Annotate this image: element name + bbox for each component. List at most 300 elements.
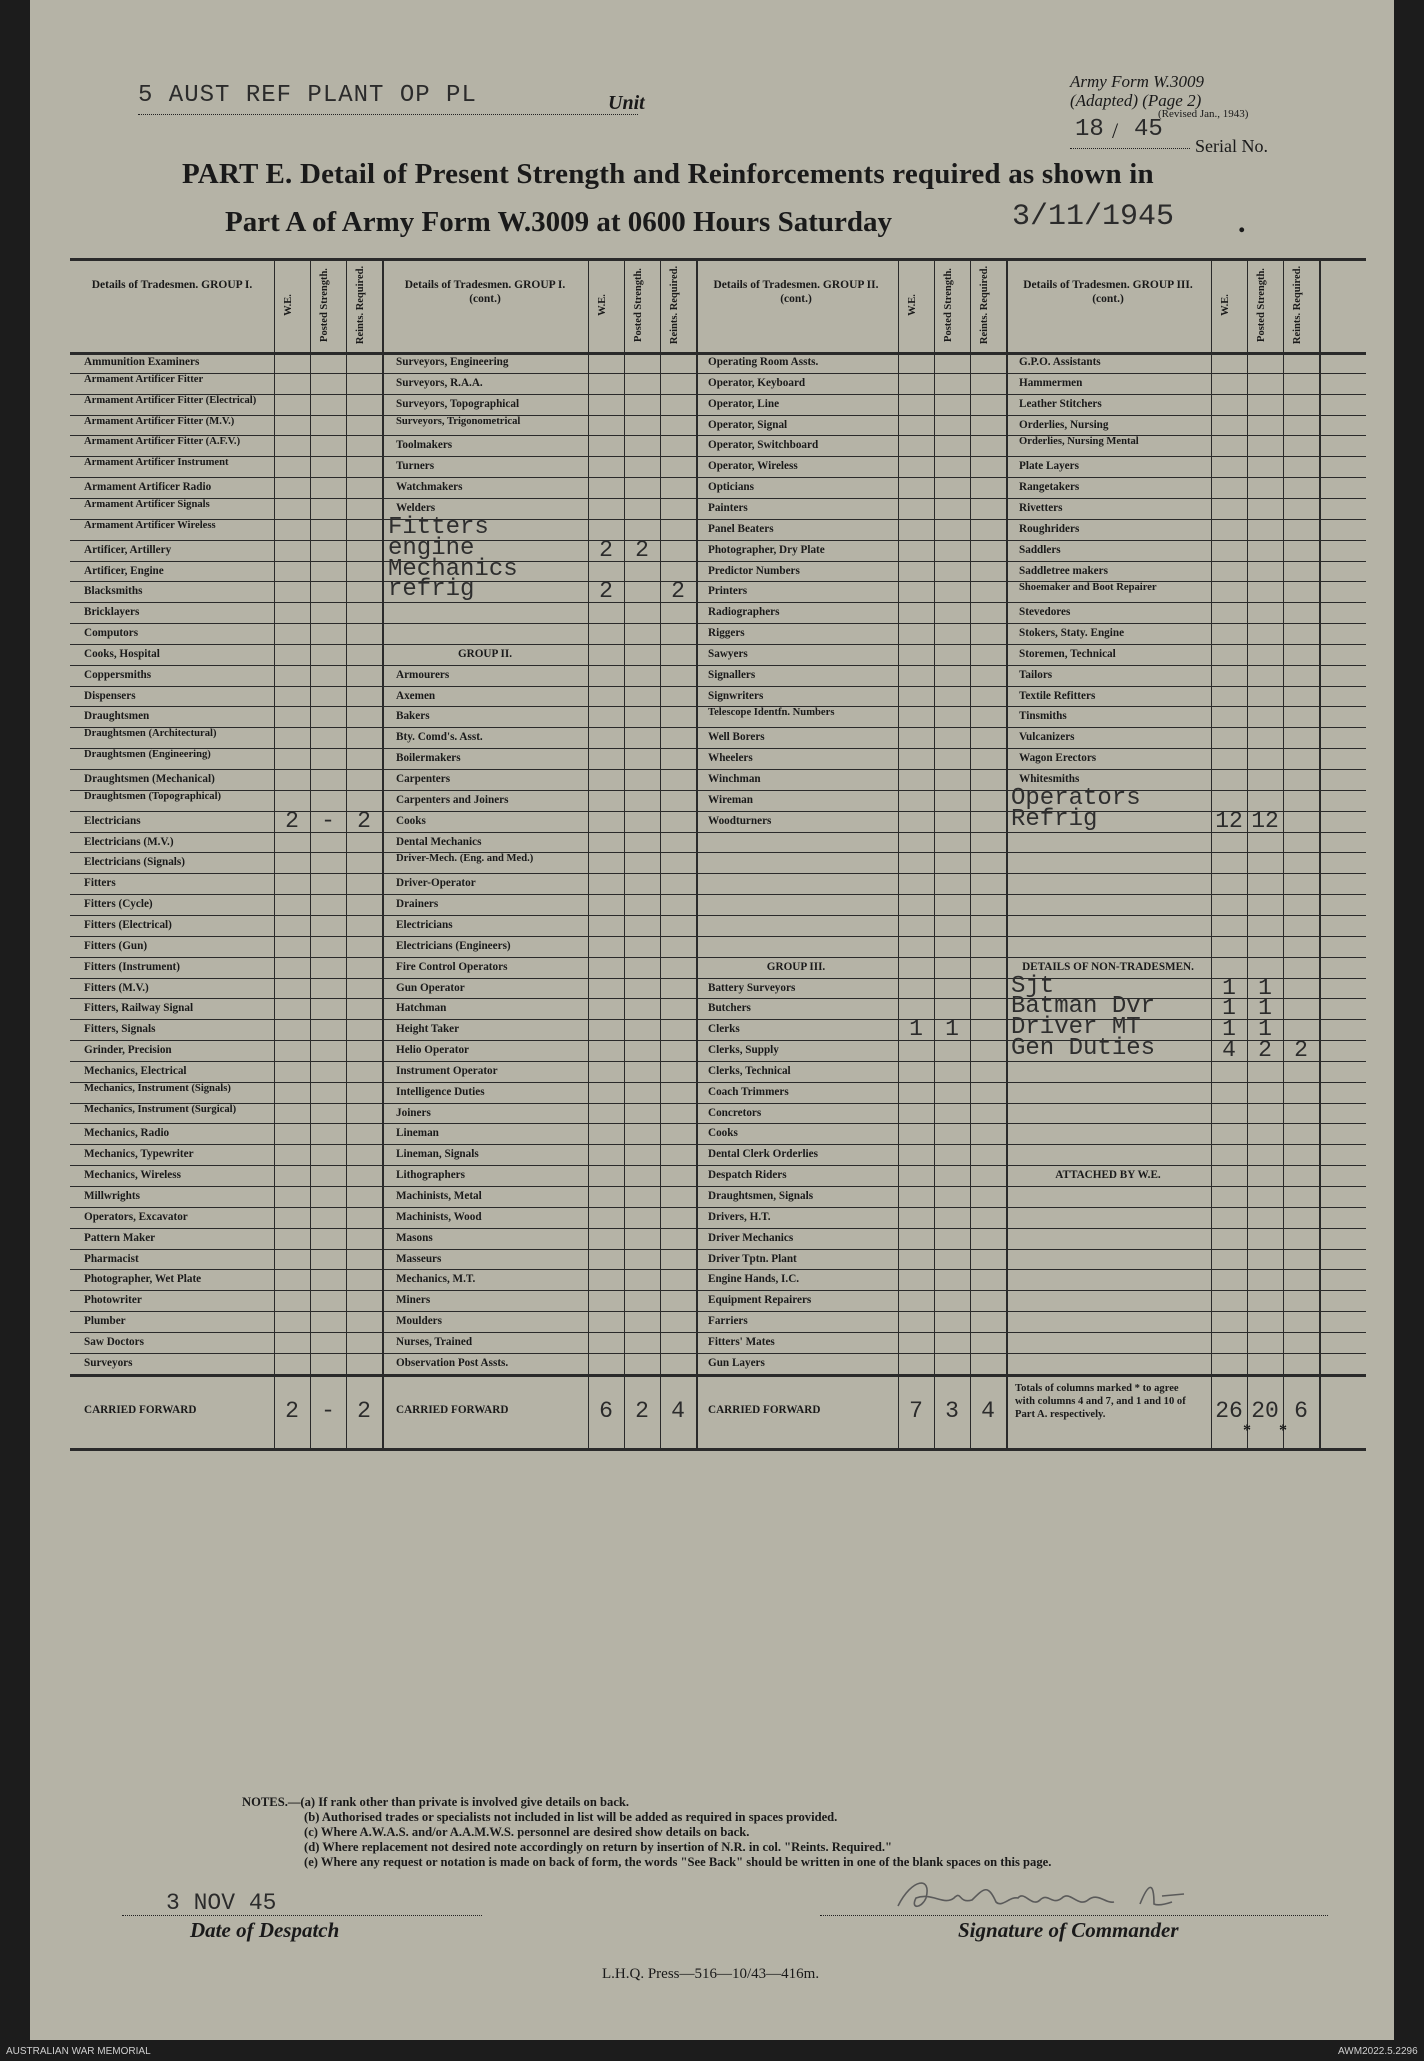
table-row-rule — [70, 1290, 1366, 1291]
col1-row-24: Electricians (M.V.) — [84, 836, 174, 848]
engine-posted: 2 — [635, 536, 649, 563]
col2-row-45: Mechanics, M.T. — [396, 1274, 476, 1286]
col2-row-7: Watchmakers — [396, 482, 463, 494]
page-title-line2: Part A of Army Form W.3009 at 0600 Hours Saturday — [225, 206, 892, 238]
table-header-rule — [70, 352, 1366, 355]
electricians-reints: 2 — [357, 807, 371, 834]
col1-row-20: Draughtsmen (Engineering) — [84, 749, 211, 761]
col4-row-5: Orderlies, Nursing Mental — [1019, 436, 1139, 448]
form-identifier — [1070, 72, 1204, 110]
commander-signature — [892, 1868, 1212, 1918]
engine-we: 2 — [599, 536, 613, 563]
col4-row-4: Orderlies, Nursing — [1019, 419, 1109, 431]
typed-refrig: refrig — [388, 576, 475, 604]
col4-row-20: Wagon Erectors — [1019, 753, 1097, 765]
col1-row-38: Mechanics, Radio — [84, 1128, 170, 1140]
col1-row-28: Fitters (Electrical) — [84, 919, 172, 931]
table-row-rule — [70, 998, 1366, 999]
serial-line — [1070, 148, 1190, 149]
refrig-ops-we: 12 — [1215, 807, 1243, 834]
col4-row-19: Vulcanizers — [1019, 732, 1075, 744]
col3-row-6: Operator, Wireless — [708, 461, 798, 473]
table-row-rule — [70, 1249, 1366, 1250]
col3-row-14: Riggers — [708, 628, 745, 640]
col1-row-26: Fitters — [84, 878, 116, 890]
col3-row-37: Concretors — [708, 1107, 762, 1119]
col1-row-1: Ammunition Examiners — [84, 357, 200, 368]
column-header-block-2: Details of Tradesmen. GROUP I. (cont.) — [404, 279, 566, 305]
col2-row-16: Armourers — [396, 669, 450, 681]
col2-row-21: Carpenters — [396, 774, 451, 785]
table-row-rule — [70, 1228, 1366, 1229]
col2-row-38: Lineman — [396, 1128, 439, 1140]
non-tradesman-posted: 2 — [1258, 1037, 1272, 1064]
unit-label: Unit — [608, 92, 645, 114]
col3-row-34: Clerks, Supply — [708, 1045, 779, 1057]
column-header-we: W.E. — [597, 294, 608, 316]
col3-row-47: Farriers — [708, 1316, 748, 1328]
col1-row-45: Photographer, Wet Plate — [84, 1274, 202, 1286]
col2-row-34: Helio Operator — [396, 1045, 470, 1057]
signature-line — [820, 1915, 1328, 1916]
col2-row-4: Surveyors, Trigonometrical — [396, 415, 521, 427]
non-tradesman-we: 1 — [1222, 1016, 1236, 1043]
non-tradesman-reints: 2 — [1294, 1037, 1308, 1064]
col4-row-18: Tinsmiths — [1019, 711, 1067, 723]
table-row-rule — [70, 561, 1366, 562]
signature-label: Signature of Commander — [958, 1918, 1179, 1942]
col2-row-3: Surveyors, Topographical — [396, 398, 520, 410]
column-header-reints: Reints. Required. — [669, 265, 680, 345]
col2-row-42: Machinists, Wood — [396, 1211, 482, 1223]
table-column-rule — [346, 258, 347, 1451]
carried-forward-reints: 4 — [671, 1397, 685, 1424]
col4-row-16: Tailors — [1019, 669, 1053, 681]
table-top-rule — [70, 258, 1366, 261]
col2-row-49: Observation Post Assts. — [396, 1357, 509, 1369]
non-tradesman-we: 4 — [1222, 1037, 1236, 1064]
col2-row-35: Instrument Operator — [396, 1065, 498, 1077]
col2-row-36: Intelligence Duties — [396, 1086, 485, 1098]
col4-row-9: Roughriders — [1019, 523, 1080, 535]
col2-row-32: Hatchman — [396, 1003, 447, 1015]
col4-row-11: Saddletree makers — [1019, 565, 1108, 577]
table-column-rule — [310, 258, 311, 1451]
column-header-reints: Reints. Required. — [355, 265, 366, 345]
col3-row-30: GROUP III. — [766, 961, 826, 973]
typed-operators: Operators — [1011, 784, 1141, 812]
table-column-rule — [660, 258, 661, 1451]
table-column-rule — [696, 258, 698, 1451]
non-tradesman-name: Driver MT — [1011, 1014, 1141, 1042]
carried-forward-we: 7 — [909, 1397, 923, 1424]
note-e: (e) Where any request or notation is made on back of form, the words "See Back" should be written in one of the blank spaces on this page. — [304, 1855, 1052, 1869]
note-d: (d) Where replacement not desired note accordingly on return by insertion of N.R. in col. "Reints. Required." — [304, 1840, 893, 1854]
note-a: NOTES.—(a) If rank other than private is involved give details on back. — [242, 1795, 630, 1809]
title-dot: . — [1238, 206, 1246, 239]
col2-row-17: Axemen — [396, 690, 436, 702]
col2-row-44: Masseurs — [396, 1253, 442, 1265]
table-row-rule — [70, 873, 1366, 874]
non-tradesman-posted: 1 — [1258, 995, 1272, 1022]
col3-row-10: Photographer, Dry Plate — [708, 544, 825, 556]
col1-row-22: Draughtsmen (Topographical) — [84, 790, 222, 802]
table-row-rule — [70, 915, 1366, 916]
col2-row-2: Surveyors, R.A.A. — [396, 377, 483, 389]
col2-row-26: Driver-Operator — [396, 878, 476, 890]
page-title-line1: PART E. Detail of Present Strength and Reinforcements required as shown in — [182, 158, 1154, 190]
col3-row-11: Predictor Numbers — [708, 565, 800, 577]
col1-row-13: Bricklayers — [84, 607, 140, 619]
column-header-posted: Posted Strength. — [1256, 268, 1267, 342]
col1-row-37: Mechanics, Instrument (Surgical) — [84, 1103, 237, 1115]
col3-row-13: Radiographers — [708, 607, 780, 619]
form-revised: (Revised Jan., 1943) — [1158, 108, 1249, 120]
non-tradesman-posted: 1 — [1258, 1016, 1272, 1043]
table-row-rule — [70, 1207, 1366, 1208]
col2-row-25: Driver-Mech. (Eng. and Med.) — [396, 853, 534, 865]
table-row-rule — [70, 936, 1366, 937]
col2-row-20: Boilermakers — [396, 753, 461, 765]
clerks-we: 1 — [909, 1016, 923, 1043]
col2-row-43: Masons — [396, 1232, 433, 1244]
table-row-rule — [70, 957, 1366, 958]
col3-row-42: Drivers, H.T. — [708, 1211, 771, 1223]
carried-forward-posted: 2 — [635, 1397, 649, 1424]
col2-row-41: Machinists, Metal — [396, 1191, 482, 1202]
table-row-rule — [70, 1311, 1366, 1312]
asterisk-mark: * — [1243, 1421, 1251, 1439]
col4-row-3: Leather Stitchers — [1019, 398, 1102, 410]
col1-row-32: Fitters, Railway Signal — [84, 1003, 194, 1015]
col2-row-6: Turners — [396, 461, 435, 473]
electricians-we: 2 — [285, 807, 299, 834]
col1-row-21: Draughtsmen (Mechanical) — [84, 774, 215, 785]
col3-row-45: Engine Hands, I.C. — [708, 1274, 800, 1286]
table-row-rule — [70, 665, 1366, 666]
non-tradesman-name: Gen Duties — [1011, 1035, 1156, 1063]
col3-row-31: Battery Surveyors — [708, 982, 796, 994]
title-date: 3/11/1945 — [1012, 200, 1175, 234]
col4-row-17: Textile Refitters — [1019, 690, 1096, 702]
col4-row-2: Hammermen — [1019, 377, 1083, 389]
col4-row-7: Rangetakers — [1019, 482, 1080, 494]
table-row-rule — [70, 1186, 1366, 1187]
col2-row-31: Gun Operator — [396, 982, 465, 994]
table-row-rule — [70, 623, 1366, 624]
col1-row-35: Mechanics, Electrical — [84, 1065, 187, 1077]
col3-row-43: Driver Mechanics — [708, 1232, 794, 1244]
totals-note: Totals of columns marked * to agree with columns 4 and 7, and 1 and 10 of Part A. respectively. — [1015, 1382, 1186, 1420]
col4-row-30: DETAILS OF NON-TRADESMEN. — [1022, 961, 1194, 973]
col2-row-37: Joiners — [396, 1107, 431, 1119]
despatch-date-value: 3 NOV 45 — [166, 1890, 277, 1916]
col1-row-30: Fitters (Instrument) — [84, 961, 181, 973]
table-row-rule — [70, 540, 1366, 541]
col1-row-4: Armament Artificer Fitter (M.V.) — [84, 415, 235, 427]
column-header-reints: Reints. Required. — [979, 265, 990, 345]
table-column-rule — [1211, 258, 1212, 1451]
archive-reference: AWM2022.5.2296 — [1338, 2046, 1418, 2057]
notes — [242, 1795, 1051, 1870]
col3-row-40: Despatch Riders — [708, 1170, 787, 1182]
form-number: Army Form W.3009 — [1070, 72, 1204, 91]
table-row-rule — [70, 644, 1366, 645]
clerks-posted: 1 — [945, 1016, 959, 1043]
table-row-rule — [70, 832, 1366, 833]
col2-row-24: Dental Mechanics — [396, 836, 482, 848]
unit-value: 5 AUST REF PLANT OP PL — [138, 82, 477, 109]
carried-forward-we: 6 — [599, 1397, 613, 1424]
col3-row-44: Driver Tptn. Plant — [708, 1253, 797, 1265]
col2-row-18: Bakers — [396, 711, 430, 723]
col1-row-34: Grinder, Precision — [84, 1045, 172, 1057]
col1-row-14: Computors — [84, 628, 139, 640]
col3-row-16: Signallers — [708, 669, 756, 681]
col3-row-39: Dental Clerk Orderlies — [708, 1149, 818, 1161]
col2-row-48: Nurses, Trained — [396, 1336, 473, 1348]
col2-row-30: Fire Control Operators — [396, 961, 508, 973]
col3-row-22: Wireman — [708, 794, 753, 806]
non-tradesman-name: Sjt — [1011, 972, 1055, 1000]
col1-row-41: Millwrights — [84, 1191, 140, 1202]
col4-row-6: Plate Layers — [1019, 461, 1079, 473]
carried-forward-we: 2 — [285, 1397, 299, 1424]
col1-row-47: Plumber — [84, 1316, 126, 1328]
carried-forward-reints: 2 — [357, 1397, 371, 1424]
col3-row-20: Wheelers — [708, 753, 753, 765]
carried-forward-reints: 4 — [981, 1397, 995, 1424]
col3-row-48: Fitters' Mates — [708, 1336, 775, 1348]
press-imprint: L.H.Q. Press—516—10/43—416m. — [602, 1966, 820, 1982]
col3-row-3: Operator, Line — [708, 398, 780, 410]
grand-total-reints: 6 — [1294, 1397, 1308, 1424]
form-adapted: (Adapted) (Page 2) — [1070, 91, 1202, 110]
col1-row-39: Mechanics, Typewriter — [84, 1149, 194, 1161]
typed-fitters: Fitters — [388, 513, 489, 541]
col3-row-21: Winchman — [708, 774, 761, 785]
col1-row-2: Armament Artificer Fitter — [84, 373, 204, 385]
col2-row-27: Drainers — [396, 899, 439, 911]
asterisk-mark: * — [1279, 1421, 1287, 1439]
col3-row-32: Butchers — [708, 1003, 751, 1015]
col4-row-21: Whitesmiths — [1019, 774, 1080, 785]
col2-row-33: Height Taker — [396, 1024, 460, 1036]
col2-row-28: Electricians — [396, 919, 453, 931]
column-header-block-1: Details of Tradesmen. GROUP I. — [91, 279, 253, 291]
col3-row-12: Printers — [708, 586, 748, 598]
table-row-rule — [70, 1040, 1366, 1041]
table-column-rule — [274, 258, 275, 1451]
non-tradesman-posted: 1 — [1258, 974, 1272, 1001]
table-bottom-rule — [70, 1448, 1366, 1451]
col3-row-19: Well Borers — [708, 732, 765, 744]
col1-row-40: Mechanics, Wireless — [84, 1170, 181, 1182]
serial-value: 18 — [1075, 116, 1104, 143]
table-row-rule — [70, 978, 1366, 979]
column-header-we: W.E. — [907, 294, 918, 316]
col3-row-46: Equipment Repairers — [708, 1295, 812, 1307]
col1-row-7: Armament Artificer Radio — [84, 482, 212, 494]
serial-separator: / — [1112, 118, 1119, 143]
table-row-rule — [70, 852, 1366, 853]
column-header-block-4: Details of Tradesmen. GROUP III. (cont.) — [1023, 279, 1193, 305]
col1-row-43: Pattern Maker — [84, 1232, 156, 1244]
col2-row-15: GROUP II. — [457, 648, 513, 660]
col2-row-5: Toolmakers — [396, 440, 453, 452]
col1-row-19: Draughtsmen (Architectural) — [84, 728, 217, 740]
col1-row-5: Armament Artificer Fitter (A.F.V.) — [84, 436, 241, 448]
table-row-rule — [70, 1123, 1366, 1124]
col3-row-4: Operator, Signal — [708, 419, 788, 431]
column-header-posted: Posted Strength. — [943, 268, 954, 342]
carried-forward-posted: - — [321, 1397, 335, 1424]
col4-row-1: G.P.O. Assistants — [1019, 357, 1101, 368]
col1-row-36: Mechanics, Instrument (Signals) — [84, 1082, 231, 1094]
col3-row-38: Cooks — [708, 1128, 738, 1140]
col3-row-23: Woodturners — [708, 815, 772, 827]
col4-row-15: Storemen, Technical — [1019, 648, 1116, 660]
table-row-rule — [70, 894, 1366, 895]
column-header-we: W.E. — [283, 294, 294, 316]
table-column-rule — [1319, 258, 1321, 1451]
table-row-rule — [70, 1019, 1366, 1020]
table-column-rule — [624, 258, 625, 1451]
col3-row-15: Sawyers — [708, 648, 748, 660]
col1-row-10: Artificer, Artillery — [84, 544, 172, 556]
col1-row-46: Photowriter — [84, 1295, 142, 1307]
typed-mechanics: Mechanics — [388, 555, 518, 583]
col2-row-8: Welders — [396, 502, 436, 514]
column-header-reints: Reints. Required. — [1292, 265, 1303, 345]
col1-row-3: Armament Artificer Fitter (Electrical) — [84, 394, 257, 406]
table-row-rule — [70, 477, 1366, 478]
col3-row-33: Clerks — [708, 1024, 740, 1036]
col2-row-40: Lithographers — [396, 1170, 465, 1182]
serial-label: Serial No. — [1195, 136, 1268, 156]
col1-row-44: Pharmacist — [84, 1253, 139, 1265]
despatch-line — [122, 1915, 482, 1916]
despatch-label: Date of Despatch — [190, 1918, 340, 1942]
grand-total-posted: 20 — [1251, 1397, 1279, 1424]
col3-row-35: Clerks, Technical — [708, 1065, 791, 1077]
col1-row-23: Electricians — [84, 815, 141, 827]
col4-row-13: Stevedores — [1019, 607, 1071, 619]
col3-row-41: Draughtsmen, Signals — [708, 1191, 814, 1202]
col3-row-1: Operating Room Assts. — [708, 357, 819, 368]
table-totals-rule — [70, 1374, 1366, 1377]
note-c: (c) Where A.W.A.S. and/or A.A.M.W.S. personnel are desired show details on back. — [304, 1825, 750, 1839]
col1-row-25: Electricians (Signals) — [84, 857, 185, 869]
table-row-rule — [70, 1332, 1366, 1333]
col1-row-48: Saw Doctors — [84, 1336, 144, 1348]
table-row-rule — [70, 811, 1366, 812]
table-column-rule — [382, 258, 384, 1451]
carried-forward-label: CARRIED FORWARD — [84, 1404, 197, 1416]
col3-row-9: Panel Beaters — [708, 523, 774, 535]
table-column-rule — [934, 258, 935, 1451]
unit-line — [138, 80, 638, 115]
col3-row-36: Coach Trimmers — [708, 1086, 789, 1098]
col1-row-15: Cooks, Hospital — [84, 648, 160, 660]
table-column-rule — [588, 258, 589, 1451]
col3-row-18: Telescope Identfn. Numbers — [708, 707, 835, 719]
col1-row-12: Blacksmiths — [84, 586, 143, 598]
col1-row-33: Fitters, Signals — [84, 1024, 156, 1036]
col1-row-11: Artificer, Engine — [84, 565, 164, 577]
col2-row-19: Bty. Comd's. Asst. — [396, 732, 483, 744]
col3-row-7: Opticians — [708, 482, 755, 494]
col4-row-10: Saddlers — [1019, 544, 1061, 556]
table-column-rule — [970, 258, 971, 1451]
non-tradesman-name: Batman Dvr — [1011, 993, 1156, 1021]
col1-row-49: Surveyors — [84, 1357, 133, 1369]
col1-row-31: Fitters (M.V.) — [84, 982, 149, 994]
col3-row-2: Operator, Keyboard — [708, 377, 806, 389]
grand-total-we: 26 — [1215, 1397, 1243, 1424]
col1-row-8: Armament Artificer Signals — [84, 498, 210, 510]
typed-refrig-operators: Refrig — [1011, 805, 1098, 833]
col2-row-1: Surveyors, Engineering — [396, 357, 509, 368]
col3-row-49: Gun Layers — [708, 1357, 765, 1369]
col3-row-17: Signwriters — [708, 690, 764, 702]
col1-row-16: Coppersmiths — [84, 669, 152, 681]
table-column-rule — [1247, 258, 1248, 1451]
refrig-ops-posted: 12 — [1251, 807, 1279, 834]
table-row-rule — [70, 1269, 1366, 1270]
col1-row-42: Operators, Excavator — [84, 1211, 188, 1223]
column-header-we: W.E. — [1220, 294, 1231, 316]
table-row-rule — [70, 1144, 1366, 1145]
carried-forward-label: CARRIED FORWARD — [708, 1404, 821, 1416]
col4-row-12: Shoemaker and Boot Repairer — [1019, 582, 1157, 594]
refrig-reints: 2 — [671, 578, 685, 605]
note-b: (b) Authorised trades or specialists not included in list will be added as required in spaces provided. — [304, 1810, 838, 1824]
table-column-rule — [1006, 258, 1008, 1451]
col2-row-22: Carpenters and Joiners — [396, 794, 509, 806]
table-row-rule — [70, 1353, 1366, 1354]
col2-row-39: Lineman, Signals — [396, 1149, 479, 1161]
col1-row-18: Draughtsmen — [84, 711, 150, 723]
table-column-rule — [1283, 258, 1284, 1451]
form-sheet — [30, 0, 1394, 2040]
table-row-rule — [70, 769, 1366, 770]
carried-forward-posted: 3 — [945, 1397, 959, 1424]
column-header-posted: Posted Strength. — [319, 268, 330, 342]
serial-year: 45 — [1134, 116, 1163, 143]
col2-row-23: Cooks — [396, 815, 426, 827]
col4-row-8: Rivetters — [1019, 502, 1063, 514]
col2-row-29: Electricians (Engineers) — [396, 940, 511, 952]
col4-row-40: ATTACHED BY W.E. — [1055, 1170, 1161, 1182]
col2-row-46: Miners — [396, 1295, 431, 1307]
non-tradesman-we: 1 — [1222, 974, 1236, 1001]
carried-forward-label: CARRIED FORWARD — [396, 1404, 509, 1416]
typed-engine: engine — [388, 534, 475, 562]
refrig-we: 2 — [599, 578, 613, 605]
col3-row-8: Painters — [708, 502, 748, 514]
col1-row-17: Dispensers — [84, 690, 136, 702]
col3-row-5: Operator, Switchboard — [708, 440, 819, 452]
col1-row-6: Armament Artificer Instrument — [84, 457, 229, 469]
col1-row-29: Fitters (Gun) — [84, 940, 148, 952]
table-row-rule — [70, 602, 1366, 603]
table-row-rule — [70, 1061, 1366, 1062]
table-row-rule — [70, 1165, 1366, 1166]
table-row-rule — [70, 686, 1366, 687]
col2-row-47: Moulders — [396, 1316, 442, 1328]
column-header-block-3: Details of Tradesmen. GROUP II. (cont.) — [713, 279, 879, 305]
